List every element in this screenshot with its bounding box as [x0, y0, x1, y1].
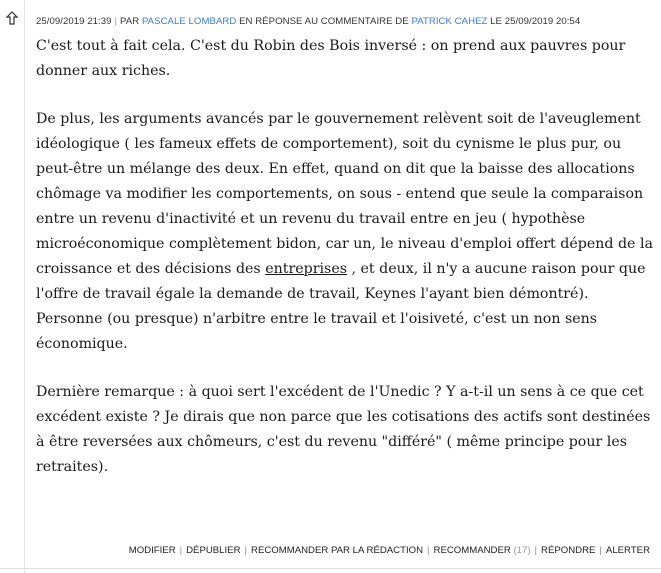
comment-actions [129, 545, 650, 556]
action-separator: | [179, 545, 183, 556]
paragraph-text: , et deux, il n'y a aucune raison pour que l'offre de travail égale la demande de travail, Keynes l'ayant bien démontré). Personne (ou presque) n'arbitre entre le travail et l'oisiveté, c'est un non sens économique. [36, 261, 646, 352]
comment-meta [36, 16, 580, 27]
action-separator: | [599, 545, 602, 556]
bottom-divider [0, 568, 661, 569]
meta-date-prefix: LE [490, 16, 502, 27]
comment-paragraph: C'est tout à fait cela. C'est du Robin des Bois inversé : on prend aux pauvres pour donner aux riches. [36, 38, 626, 79]
replied-comment-date: 25/09/2019 20:54 [504, 16, 581, 27]
comment-timestamp: 25/09/2019 21:39 [36, 16, 112, 27]
recommander-count: (17) [513, 545, 531, 556]
comment [24, 0, 661, 573]
author-link[interactable]: PASCALE LOMBARD [141, 16, 237, 27]
recommander-button[interactable] [434, 545, 531, 556]
depublier-button[interactable]: DÉPUBLIER [186, 545, 241, 556]
comment-paragraph [36, 107, 656, 357]
modifier-button[interactable]: MODIFIER [128, 545, 176, 556]
entreprises-link[interactable]: entreprises [265, 261, 347, 277]
meta-separator: | [114, 16, 118, 27]
action-separator: | [427, 545, 430, 556]
repondre-button[interactable]: RÉPONDRE [541, 545, 596, 556]
recommander-redaction-button[interactable]: RECOMMANDER PAR LA RÉDACTION [251, 545, 424, 556]
action-separator: | [534, 545, 538, 556]
action-separator: | [244, 545, 248, 556]
comment-paragraph: Dernière remarque : à quoi sert l'excédent de l'Unedic ? Y a-t-il un sens à ce que cet excédent existe ? Je dirais que non parce que les cotisations des actifs sont destinées à être reversées aux chômeurs, c'est du revenu "différé" ( même principe pour les retraites). [36, 384, 651, 475]
alerter-button[interactable]: ALERTER [605, 545, 650, 556]
reply-arrow-icon [5, 10, 19, 26]
comment-body [36, 34, 656, 503]
replied-user-link[interactable]: PATRICK CAHEZ [411, 16, 488, 27]
meta-reply-label: EN RÉPONSE AU COMMENTAIRE DE [239, 16, 409, 27]
paragraph-text: De plus, les arguments avancés par le gouvernement relèvent soit de l'aveuglement idéologique ( les fameux effets de comportement), soit du cynisme le plus pur, ou peut-être un mélange des deux. En effet, quand on dit que la baisse des allocations chômage va modifier les comportements, on sous - entend que seule la comparaison entre un revenu d'inactivité et un revenu du travail entre en jeu ( hypothèse microéconomique complètement bidon, car un, le niveau d'emploi offert dépend de la croissance et des décisions des [36, 111, 653, 277]
meta-par-label: PAR [120, 16, 140, 27]
recommander-label: RECOMMANDER [433, 545, 511, 556]
